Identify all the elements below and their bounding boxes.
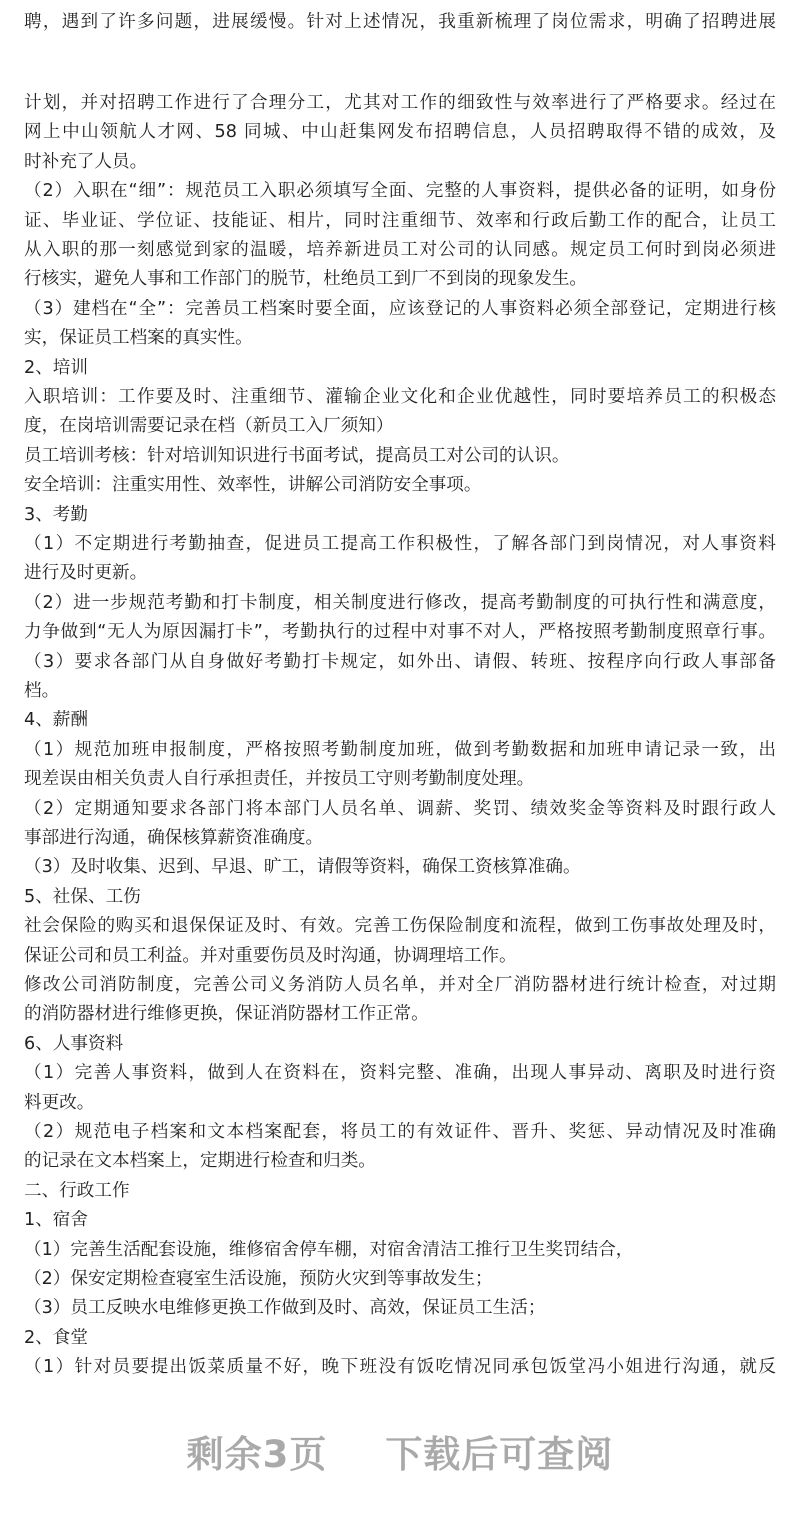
download-to-view-text[interactable]: 下载后可查阅 bbox=[385, 1433, 614, 1476]
document-line: 的消防器材进行维修更换，保证消防器材工作正常。 bbox=[24, 1004, 429, 1025]
document-line: 进行及时更新。 bbox=[24, 563, 148, 584]
remaining-pages-text: 剩余3页 bbox=[186, 1433, 328, 1476]
document-line: （1）针对员要提出饭菜质量不好，晚下班没有饭吃情况同承包饭堂冯小姐进行沟通，就反 bbox=[24, 1357, 776, 1378]
document-line: 3、考勤 bbox=[24, 504, 88, 525]
document-line: 的记录在文本档案上，定期进行检查和归类。 bbox=[24, 1151, 376, 1172]
document-line: 安全培训：注重实用性、效率性，讲解公司消防安全事项。 bbox=[24, 475, 482, 496]
document-line: 2、培训 bbox=[24, 357, 88, 378]
document-line: 证、毕业证、学位证、技能证、相片，同时注重细节、效率和行政后勤工作的配合，让员工 bbox=[24, 210, 776, 231]
document-line: 2、食堂 bbox=[24, 1327, 88, 1348]
document-line: 5、社保、工伤 bbox=[24, 886, 141, 907]
document-line: （1）完善生活配套设施，维修宿舍停车棚，对宿舍清洁工推行卫生奖罚结合， bbox=[24, 1239, 634, 1260]
document-line: （2）规范电子档案和文本档案配套，将员工的有效证件、晋升、奖惩、异动情况及时准确 bbox=[24, 1122, 776, 1142]
document-line: 时补充了人员。 bbox=[24, 151, 148, 172]
document-line: 网上中山领航人才网、58 同城、中山赶集网发布招聘信息，人员招聘取得不错的成效，及 bbox=[24, 122, 776, 143]
document-line: 入职培训：工作要及时、注重细节、灌输企业文化和企业优越性，同时要培养员工的积极态 bbox=[24, 387, 776, 407]
document-line: 计划，并对招聘工作进行了合理分工，尤其对工作的细致性与效率进行了严格要求。经过在 bbox=[24, 93, 776, 113]
document-line: 社会保险的购买和退保保证及时、有效。完善工伤保险制度和流程，做到工伤事故处理及时， bbox=[24, 916, 776, 937]
document-line: 料更改。 bbox=[24, 1092, 95, 1113]
document-line: （3）建档在“全”：完善员工档案时要全面，应该登记的人事资料必须全部登记，定期进行核 bbox=[24, 298, 776, 319]
document-line: （3）要求各部门从自身做好考勤打卡规定，如外出、请假、转班、按程序向行政人事部备 bbox=[24, 651, 776, 672]
document-line: （2）进一步规范考勤和打卡制度，相关制度进行修改，提高考勤制度的可执行性和满意度， bbox=[24, 592, 776, 613]
document-line: 二、行政工作 bbox=[24, 1180, 130, 1201]
document-line: 保证公司和员工利益。并对重要伤员及时沟通，协调理培工作。 bbox=[24, 945, 517, 966]
document-line: 实，保证员工档案的真实性。 bbox=[24, 328, 253, 349]
document-line: （1）完善人事资料，做到人在资料在，资料完整、准确，出现人事异动、离职及时进行资 bbox=[24, 1063, 776, 1084]
document-line: 1、宿舍 bbox=[24, 1210, 88, 1231]
document-line: （1）规范加班申报制度，严格按照考勤制度加班，做到考勤数据和加班申请记录一致，出 bbox=[24, 739, 776, 760]
document-line: 从入职的那一刻感觉到家的温暖，培养新进员工对公司的认同感。规定员工何时到岗必须进 bbox=[24, 240, 776, 260]
document-line: 行核实，避免人事和工作部门的脱节，杜绝员工到厂不到岗的现象发生。 bbox=[24, 269, 588, 290]
document-line: 事部进行沟通，确保核算薪资准确度。 bbox=[24, 828, 324, 848]
document-line: 聘，遇到了许多问题，进展缓慢。针对上述情况，我重新梳理了岗位需求，明确了招聘进展 bbox=[24, 12, 776, 32]
document-line: 6、人事资料 bbox=[24, 1033, 124, 1054]
download-prompt[interactable] bbox=[0, 1424, 800, 1478]
document-line: 修改公司消防制度，完善公司义务消防人员名单，并对全厂消防器材进行统计检查，对过期 bbox=[24, 975, 776, 995]
document-line: （3）员工反映水电维修更换工作做到及时、高效，保证员工生活； bbox=[24, 1298, 546, 1319]
document-line: （2）入职在“细”：规范员工入职必须填写全面、完整的人事资料，提供必备的证明，如身份 bbox=[24, 181, 776, 202]
document-line: （2）定期通知要求各部门将本部门人员名单、调薪、奖罚、绩效奖金等资料及时跟行政人 bbox=[24, 798, 776, 819]
document-line: 4、薪酬 bbox=[24, 710, 88, 731]
document-line: 现差误由相关负责人自行承担责任，并按员工守则考勤制度处理。 bbox=[24, 769, 535, 790]
document-line: （2）保安定期检查寝室生活设施，预防火灾到等事故发生； bbox=[24, 1269, 493, 1289]
document-line: 员工培训考核：针对培训知识进行书面考试，提高员工对公司的认识。 bbox=[24, 445, 570, 466]
document-line: 档。 bbox=[24, 681, 60, 701]
document-line: （1）不定期进行考勤抽查，促进员工提高工作积极性，了解各部门到岗情况，对人事资料 bbox=[24, 534, 776, 554]
document-line: 力争做到“无人为原因漏打卡”，考勤执行的过程中对事不对人，严格按照考勤制度照章行事。 bbox=[24, 622, 776, 643]
document-line: （3）及时收集、迟到、早退、旷工，请假等资料，确保工资核算准确。 bbox=[24, 857, 581, 878]
document-line: 度，在岗培训需要记录在档（新员工入厂须知） bbox=[24, 416, 394, 437]
